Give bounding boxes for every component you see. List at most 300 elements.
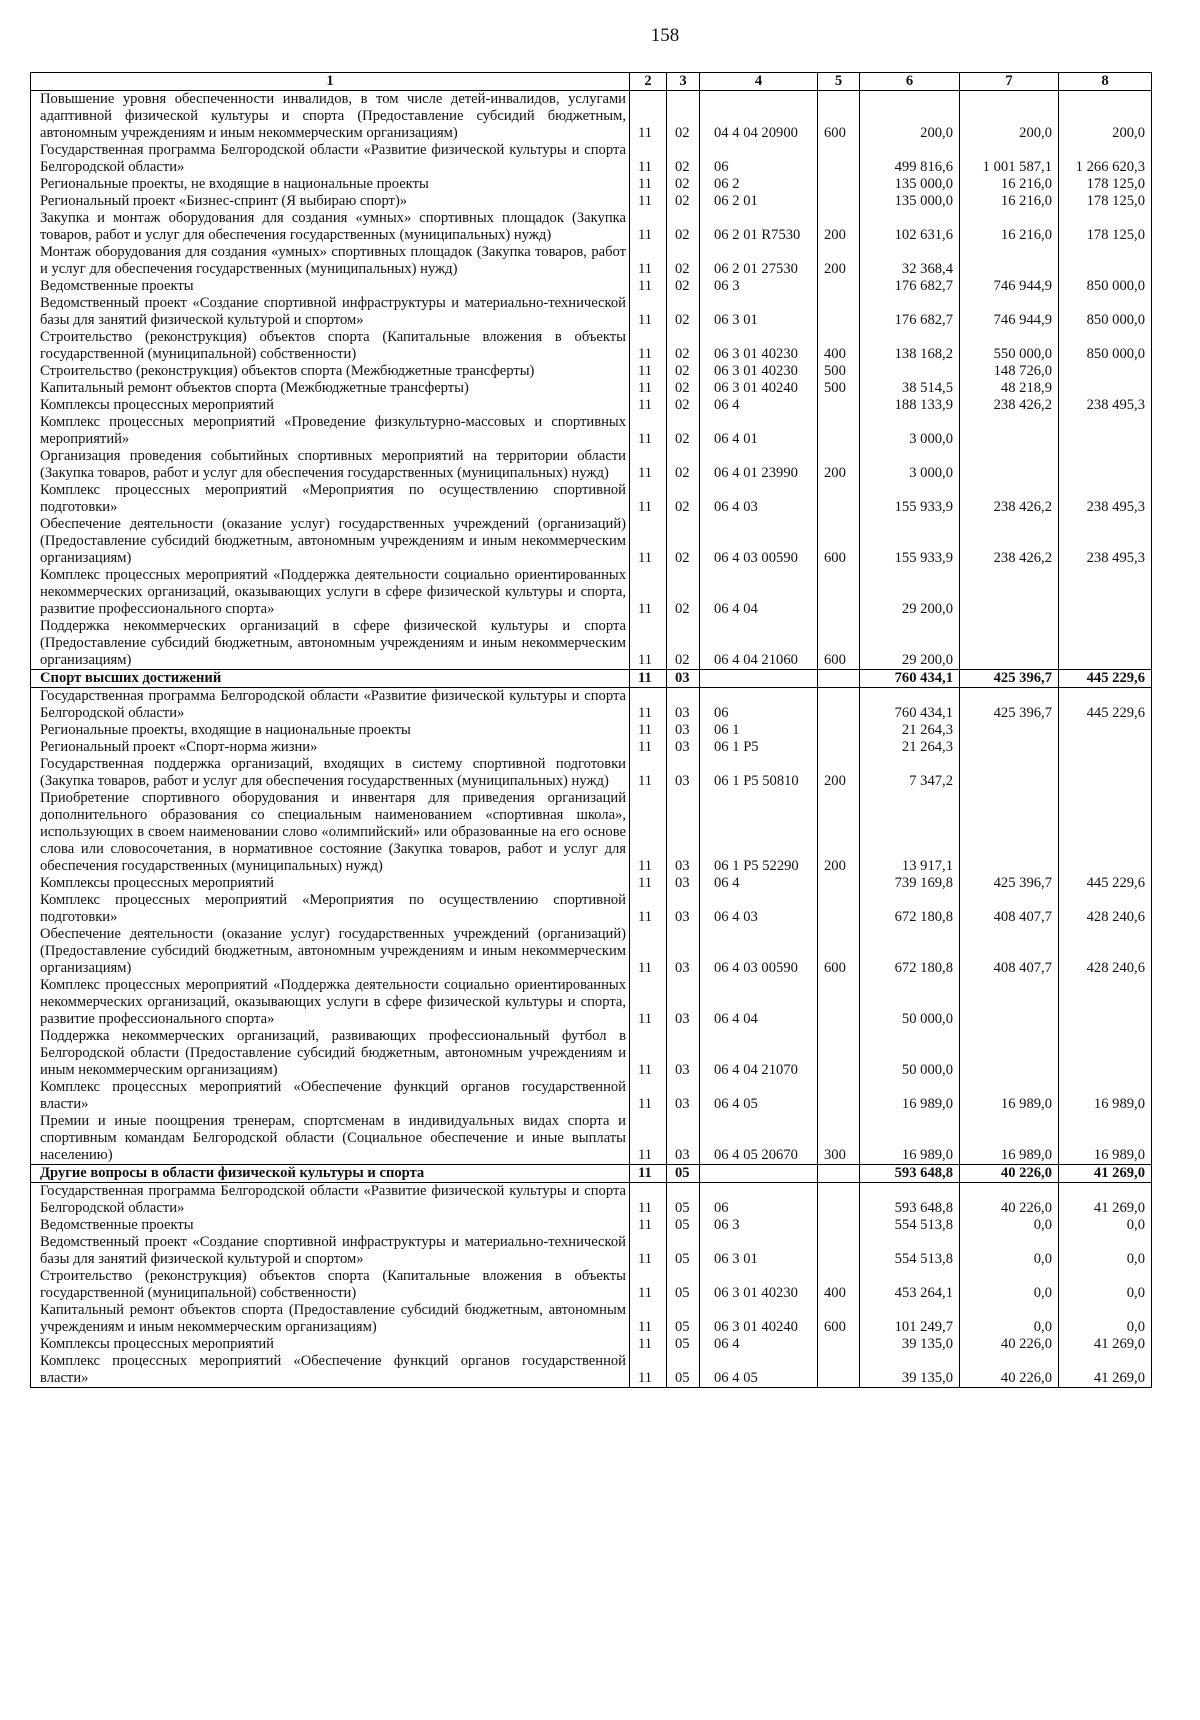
amount-col6-cell: 554 513,8 xyxy=(860,1217,960,1234)
subsection-code-cell: 03 xyxy=(667,926,700,977)
amount-col8-cell: 41 269,0 xyxy=(1059,1336,1152,1353)
row-name-cell: Комплекс процессных мероприятий «Обеспечение функций органов государственной власти» xyxy=(31,1353,630,1388)
expense-type-cell xyxy=(818,193,860,210)
subsection-code-cell: 03 xyxy=(667,892,700,926)
row-name-cell: Премии и иные поощрения тренерам, спортсменам в индивидуальных видах спорта и спортивным командам Белгородской области (Социальное обеспечение и иные выплаты населению) xyxy=(31,1113,630,1165)
section-code-cell: 11 xyxy=(630,397,667,414)
expense-type-cell: 400 xyxy=(818,329,860,363)
section-code-cell: 11 xyxy=(630,176,667,193)
amount-col8-cell xyxy=(1059,380,1152,397)
target-article-cell: 06 xyxy=(700,688,818,723)
table-row xyxy=(31,567,1152,618)
amount-col6-cell: 453 264,1 xyxy=(860,1268,960,1302)
section-code-cell: 11 xyxy=(630,1234,667,1268)
target-article-cell: 06 1 P5 50810 xyxy=(700,756,818,790)
row-name-cell: Региональный проект «Спорт-норма жизни» xyxy=(31,739,630,756)
amount-col6-cell: 101 249,7 xyxy=(860,1302,960,1336)
subsection-code-cell: 05 xyxy=(667,1183,700,1218)
column-header: 2 xyxy=(630,73,667,91)
amount-col6-cell: 32 368,4 xyxy=(860,244,960,278)
amount-col8-cell: 238 495,3 xyxy=(1059,397,1152,414)
expense-type-cell xyxy=(818,670,860,688)
table-row xyxy=(31,278,1152,295)
subsection-code-cell: 05 xyxy=(667,1268,700,1302)
amount-col8-cell: 428 240,6 xyxy=(1059,892,1152,926)
amount-col6-cell: 102 631,6 xyxy=(860,210,960,244)
section-code-cell: 11 xyxy=(630,1028,667,1079)
amount-col6-cell: 21 264,3 xyxy=(860,739,960,756)
row-name-cell: Закупка и монтаж оборудования для создания «умных» спортивных площадок (Закупка товаров, работ и услуг для обеспечения государственных (муниципальных) нужд) xyxy=(31,210,630,244)
row-name-cell: Обеспечение деятельности (оказание услуг) государственных учреждений (организаций) (Предоставление субсидий бюджетным, автономным учреждениям и иным некоммерческим организациям) xyxy=(31,926,630,977)
subsection-code-cell: 02 xyxy=(667,516,700,567)
section-code-cell: 11 xyxy=(630,977,667,1028)
section-code-cell: 11 xyxy=(630,790,667,875)
section-code-cell: 11 xyxy=(630,1336,667,1353)
amount-col6-cell: 138 168,2 xyxy=(860,329,960,363)
amount-col6-cell: 39 135,0 xyxy=(860,1353,960,1388)
amount-col8-cell xyxy=(1059,790,1152,875)
expense-type-cell: 300 xyxy=(818,1113,860,1165)
expense-type-cell xyxy=(818,1183,860,1218)
row-name-cell: Повышение уровня обеспеченности инвалидов, в том числе детей-инвалидов, услугами адаптивной физической культуры и спорта (Предоставление субсидий бюджетным, автономным учреждениям и иным некоммерческим организациям) xyxy=(31,91,630,143)
amount-col7-cell xyxy=(960,414,1059,448)
target-article-cell: 06 4 xyxy=(700,397,818,414)
section-code-cell: 11 xyxy=(630,722,667,739)
expense-type-cell: 600 xyxy=(818,618,860,670)
target-article-cell: 06 3 01 40240 xyxy=(700,380,818,397)
subsection-code-cell: 02 xyxy=(667,210,700,244)
subsection-code-cell: 02 xyxy=(667,414,700,448)
subsection-code-cell: 03 xyxy=(667,977,700,1028)
amount-col7-cell: 425 396,7 xyxy=(960,875,1059,892)
table-row xyxy=(31,91,1152,143)
amount-col8-cell: 0,0 xyxy=(1059,1302,1152,1336)
table-row xyxy=(31,722,1152,739)
amount-col7-cell xyxy=(960,756,1059,790)
amount-col6-cell: 39 135,0 xyxy=(860,1336,960,1353)
table-row xyxy=(31,1079,1152,1113)
expense-type-cell xyxy=(818,142,860,176)
amount-col6-cell: 672 180,8 xyxy=(860,926,960,977)
row-name-cell: Комплексы процессных мероприятий xyxy=(31,1336,630,1353)
expense-type-cell xyxy=(818,567,860,618)
amount-col7-cell: 16 216,0 xyxy=(960,193,1059,210)
amount-col7-cell xyxy=(960,448,1059,482)
amount-col8-cell: 178 125,0 xyxy=(1059,210,1152,244)
amount-col7-cell: 16 989,0 xyxy=(960,1113,1059,1165)
amount-col7-cell: 408 407,7 xyxy=(960,892,1059,926)
target-article-cell: 06 4 01 23990 xyxy=(700,448,818,482)
subsection-code-cell: 02 xyxy=(667,397,700,414)
subsection-code-cell: 05 xyxy=(667,1165,700,1183)
amount-col7-cell: 1 001 587,1 xyxy=(960,142,1059,176)
subsection-code-cell: 02 xyxy=(667,329,700,363)
expense-type-cell xyxy=(818,1079,860,1113)
section-code-cell: 11 xyxy=(630,567,667,618)
table-row xyxy=(31,790,1152,875)
amount-col6-cell: 21 264,3 xyxy=(860,722,960,739)
row-name-cell: Организация проведения событийных спортивных мероприятий на территории области (Закупка товаров, работ и услуг для обеспечения государственных (муниципальных) нужд) xyxy=(31,448,630,482)
expense-type-cell: 500 xyxy=(818,363,860,380)
amount-col7-cell: 746 944,9 xyxy=(960,278,1059,295)
amount-col7-cell xyxy=(960,1028,1059,1079)
amount-col8-cell: 445 229,6 xyxy=(1059,875,1152,892)
amount-col7-cell: 425 396,7 xyxy=(960,670,1059,688)
amount-col7-cell xyxy=(960,244,1059,278)
amount-col6-cell: 135 000,0 xyxy=(860,193,960,210)
row-name-cell: Комплексы процессных мероприятий xyxy=(31,875,630,892)
row-name-cell: Комплекс процессных мероприятий «Мероприятия по осуществлению спортивной подготовки» xyxy=(31,482,630,516)
amount-col7-cell: 0,0 xyxy=(960,1217,1059,1234)
row-name-cell: Комплекс процессных мероприятий «Мероприятия по осуществлению спортивной подготовки» xyxy=(31,892,630,926)
section-code-cell: 11 xyxy=(630,926,667,977)
amount-col8-cell xyxy=(1059,414,1152,448)
expense-type-cell xyxy=(818,414,860,448)
amount-col7-cell: 408 407,7 xyxy=(960,926,1059,977)
row-name-cell: Поддержка некоммерческих организаций, развивающих профессиональный футбол в Белгородской области (Предоставление субсидий бюджетным, автономным учреждениям и иным некоммерческим организациям) xyxy=(31,1028,630,1079)
subsection-code-cell: 03 xyxy=(667,790,700,875)
section-code-cell: 11 xyxy=(630,295,667,329)
section-code-cell: 11 xyxy=(630,1165,667,1183)
amount-col7-cell xyxy=(960,722,1059,739)
amount-col6-cell: 739 169,8 xyxy=(860,875,960,892)
amount-col7-cell: 238 426,2 xyxy=(960,482,1059,516)
amount-col7-cell: 16 216,0 xyxy=(960,176,1059,193)
subsection-code-cell: 02 xyxy=(667,567,700,618)
row-name-cell: Другие вопросы в области физической культуры и спорта xyxy=(31,1165,630,1183)
amount-col8-cell: 178 125,0 xyxy=(1059,193,1152,210)
expense-type-cell xyxy=(818,875,860,892)
target-article-cell: 06 4 05 xyxy=(700,1353,818,1388)
target-article-cell: 06 4 03 00590 xyxy=(700,516,818,567)
target-article-cell: 06 4 04 xyxy=(700,567,818,618)
section-code-cell: 11 xyxy=(630,210,667,244)
amount-col6-cell: 176 682,7 xyxy=(860,278,960,295)
section-code-cell: 11 xyxy=(630,363,667,380)
row-name-cell: Государственная программа Белгородской области «Развитие физической культуры и спорта Белгородской области» xyxy=(31,1183,630,1218)
subsection-code-cell: 02 xyxy=(667,448,700,482)
table-row xyxy=(31,516,1152,567)
target-article-cell: 06 1 P5 52290 xyxy=(700,790,818,875)
target-article-cell: 06 4 01 xyxy=(700,414,818,448)
table-row xyxy=(31,482,1152,516)
row-name-cell: Поддержка некоммерческих организаций в сфере физической культуры и спорта (Предоставление субсидий бюджетным, автономным учреждениям и иным некоммерческим организациям) xyxy=(31,618,630,670)
expense-type-cell: 200 xyxy=(818,210,860,244)
expense-type-cell xyxy=(818,688,860,723)
amount-col8-cell xyxy=(1059,722,1152,739)
expense-type-cell: 200 xyxy=(818,790,860,875)
expense-type-cell: 600 xyxy=(818,1302,860,1336)
row-name-cell: Спорт высших достижений xyxy=(31,670,630,688)
section-code-cell: 11 xyxy=(630,244,667,278)
section-code-cell: 11 xyxy=(630,892,667,926)
section-code-cell: 11 xyxy=(630,482,667,516)
target-article-cell: 06 4 xyxy=(700,1336,818,1353)
subsection-code-cell: 03 xyxy=(667,670,700,688)
section-code-cell: 11 xyxy=(630,329,667,363)
amount-col7-cell: 40 226,0 xyxy=(960,1336,1059,1353)
section-code-cell: 11 xyxy=(630,1079,667,1113)
expense-type-cell xyxy=(818,1165,860,1183)
table-row xyxy=(31,875,1152,892)
subsection-code-cell: 02 xyxy=(667,618,700,670)
amount-col8-cell: 850 000,0 xyxy=(1059,278,1152,295)
target-article-cell xyxy=(700,1165,818,1183)
table-row xyxy=(31,176,1152,193)
expense-type-cell: 600 xyxy=(818,516,860,567)
expense-type-cell: 600 xyxy=(818,91,860,143)
amount-col6-cell: 593 648,8 xyxy=(860,1165,960,1183)
target-article-cell: 06 4 03 xyxy=(700,482,818,516)
target-article-cell: 04 4 04 20900 xyxy=(700,91,818,143)
table-row xyxy=(31,1336,1152,1353)
amount-col8-cell xyxy=(1059,567,1152,618)
amount-col7-cell: 550 000,0 xyxy=(960,329,1059,363)
amount-col8-cell: 1 266 620,3 xyxy=(1059,142,1152,176)
amount-col8-cell: 445 229,6 xyxy=(1059,670,1152,688)
row-name-cell: Региональные проекты, не входящие в национальные проекты xyxy=(31,176,630,193)
amount-col7-cell: 16 989,0 xyxy=(960,1079,1059,1113)
table-row xyxy=(31,1353,1152,1388)
section-row xyxy=(31,1165,1152,1183)
expense-type-cell xyxy=(818,278,860,295)
amount-col6-cell: 29 200,0 xyxy=(860,567,960,618)
subsection-code-cell: 02 xyxy=(667,295,700,329)
amount-col7-cell: 200,0 xyxy=(960,91,1059,143)
column-header: 7 xyxy=(960,73,1059,91)
amount-col8-cell xyxy=(1059,363,1152,380)
amount-col7-cell: 40 226,0 xyxy=(960,1183,1059,1218)
row-name-cell: Комплекс процессных мероприятий «Проведение физкультурно-массовых и спортивных мероприятий» xyxy=(31,414,630,448)
subsection-code-cell: 02 xyxy=(667,278,700,295)
amount-col7-cell: 40 226,0 xyxy=(960,1353,1059,1388)
amount-col8-cell: 445 229,6 xyxy=(1059,688,1152,723)
header-row xyxy=(31,73,1152,91)
expense-type-cell xyxy=(818,739,860,756)
table-body xyxy=(31,73,1152,1388)
target-article-cell: 06 3 01 40230 xyxy=(700,1268,818,1302)
subsection-code-cell: 02 xyxy=(667,363,700,380)
subsection-code-cell: 03 xyxy=(667,756,700,790)
subsection-code-cell: 05 xyxy=(667,1336,700,1353)
column-header: 8 xyxy=(1059,73,1152,91)
table-row xyxy=(31,244,1152,278)
table-row xyxy=(31,688,1152,723)
row-name-cell: Обеспечение деятельности (оказание услуг) государственных учреждений (организаций) (Предоставление субсидий бюджетным, автономным учреждениям и иным некоммерческим организациям) xyxy=(31,516,630,567)
subsection-code-cell: 03 xyxy=(667,722,700,739)
amount-col6-cell: 16 989,0 xyxy=(860,1079,960,1113)
amount-col7-cell xyxy=(960,618,1059,670)
target-article-cell: 06 3 01 xyxy=(700,1234,818,1268)
table-row xyxy=(31,397,1152,414)
section-code-cell: 11 xyxy=(630,414,667,448)
section-code-cell: 11 xyxy=(630,448,667,482)
amount-col6-cell: 3 000,0 xyxy=(860,448,960,482)
target-article-cell: 06 4 03 xyxy=(700,892,818,926)
table-row xyxy=(31,618,1152,670)
subsection-code-cell: 05 xyxy=(667,1234,700,1268)
table-row xyxy=(31,295,1152,329)
table-row xyxy=(31,892,1152,926)
amount-col7-cell xyxy=(960,567,1059,618)
amount-col7-cell xyxy=(960,977,1059,1028)
subsection-code-cell: 03 xyxy=(667,688,700,723)
amount-col6-cell: 176 682,7 xyxy=(860,295,960,329)
section-code-cell: 11 xyxy=(630,142,667,176)
amount-col8-cell: 850 000,0 xyxy=(1059,295,1152,329)
amount-col8-cell xyxy=(1059,1028,1152,1079)
target-article-cell: 06 2 xyxy=(700,176,818,193)
amount-col8-cell: 0,0 xyxy=(1059,1268,1152,1302)
target-article-cell: 06 4 05 20670 xyxy=(700,1113,818,1165)
amount-col6-cell: 13 917,1 xyxy=(860,790,960,875)
subsection-code-cell: 03 xyxy=(667,1079,700,1113)
table-row xyxy=(31,926,1152,977)
amount-col7-cell xyxy=(960,739,1059,756)
section-code-cell: 11 xyxy=(630,739,667,756)
amount-col8-cell xyxy=(1059,244,1152,278)
subsection-code-cell: 02 xyxy=(667,176,700,193)
table-row xyxy=(31,193,1152,210)
amount-col7-cell: 0,0 xyxy=(960,1302,1059,1336)
subsection-code-cell: 05 xyxy=(667,1353,700,1388)
row-name-cell: Приобретение спортивного оборудования и инвентаря для приведения организаций дополнительного образования со специальным наименованием «спортивная школа», использующих в своем наименовании слово «олимпийский» или образованные на его основе слова или словосочетания, в нормативное состояние (Закупка товаров, работ и услуг для обеспечения государственных (муниципальных) нужд) xyxy=(31,790,630,875)
section-code-cell: 11 xyxy=(630,91,667,143)
amount-col7-cell: 425 396,7 xyxy=(960,688,1059,723)
target-article-cell: 06 3 xyxy=(700,278,818,295)
table-row xyxy=(31,739,1152,756)
target-article-cell: 06 3 01 40230 xyxy=(700,363,818,380)
amount-col8-cell: 850 000,0 xyxy=(1059,329,1152,363)
amount-col8-cell: 200,0 xyxy=(1059,91,1152,143)
expense-type-cell xyxy=(818,977,860,1028)
amount-col6-cell: 155 933,9 xyxy=(860,482,960,516)
expense-type-cell xyxy=(818,397,860,414)
expense-type-cell xyxy=(818,1217,860,1234)
table-row xyxy=(31,1183,1152,1218)
amount-col6-cell: 554 513,8 xyxy=(860,1234,960,1268)
column-header: 4 xyxy=(700,73,818,91)
amount-col8-cell: 0,0 xyxy=(1059,1217,1152,1234)
subsection-code-cell: 03 xyxy=(667,739,700,756)
amount-col8-cell: 41 269,0 xyxy=(1059,1353,1152,1388)
subsection-code-cell: 02 xyxy=(667,482,700,516)
section-row xyxy=(31,670,1152,688)
column-header: 6 xyxy=(860,73,960,91)
amount-col7-cell: 238 426,2 xyxy=(960,516,1059,567)
target-article-cell: 06 4 05 xyxy=(700,1079,818,1113)
amount-col8-cell: 178 125,0 xyxy=(1059,176,1152,193)
target-article-cell xyxy=(700,670,818,688)
amount-col6-cell: 3 000,0 xyxy=(860,414,960,448)
target-article-cell: 06 1 P5 xyxy=(700,739,818,756)
row-name-cell: Строительство (реконструкция) объектов спорта (Капитальные вложения в объекты государственной (муниципальной) собственности) xyxy=(31,1268,630,1302)
amount-col6-cell: 50 000,0 xyxy=(860,977,960,1028)
table-row xyxy=(31,756,1152,790)
expense-type-cell xyxy=(818,482,860,516)
section-code-cell: 11 xyxy=(630,193,667,210)
amount-col6-cell: 499 816,6 xyxy=(860,142,960,176)
amount-col6-cell: 200,0 xyxy=(860,91,960,143)
amount-col6-cell: 672 180,8 xyxy=(860,892,960,926)
subsection-code-cell: 02 xyxy=(667,244,700,278)
column-header: 3 xyxy=(667,73,700,91)
section-code-cell: 11 xyxy=(630,618,667,670)
table-row xyxy=(31,977,1152,1028)
row-name-cell: Региональный проект «Бизнес-спринт (Я выбираю спорт)» xyxy=(31,193,630,210)
target-article-cell: 06 2 01 xyxy=(700,193,818,210)
amount-col7-cell: 48 218,9 xyxy=(960,380,1059,397)
target-article-cell: 06 1 xyxy=(700,722,818,739)
row-name-cell: Ведомственный проект «Создание спортивной инфраструктуры и материально-технической базы для занятий физической культурой и спортом» xyxy=(31,1234,630,1268)
amount-col7-cell: 0,0 xyxy=(960,1268,1059,1302)
amount-col6-cell: 155 933,9 xyxy=(860,516,960,567)
row-name-cell: Ведомственный проект «Создание спортивной инфраструктуры и материально-технической базы для занятий физической культурой и спортом» xyxy=(31,295,630,329)
row-name-cell: Капитальный ремонт объектов спорта (Предоставление субсидий бюджетным, автономным учреждениям и иным некоммерческим организациям) xyxy=(31,1302,630,1336)
amount-col7-cell: 148 726,0 xyxy=(960,363,1059,380)
amount-col8-cell xyxy=(1059,756,1152,790)
amount-col6-cell: 7 347,2 xyxy=(860,756,960,790)
amount-col6-cell: 16 989,0 xyxy=(860,1113,960,1165)
expense-type-cell xyxy=(818,1353,860,1388)
amount-col6-cell: 760 434,1 xyxy=(860,670,960,688)
target-article-cell: 06 4 04 21070 xyxy=(700,1028,818,1079)
table-row xyxy=(31,1217,1152,1234)
amount-col8-cell: 238 495,3 xyxy=(1059,482,1152,516)
subsection-code-cell: 03 xyxy=(667,1113,700,1165)
amount-col8-cell xyxy=(1059,618,1152,670)
row-name-cell: Строительство (реконструкция) объектов спорта (Капитальные вложения в объекты государственной (муниципальной) собственности) xyxy=(31,329,630,363)
amount-col6-cell xyxy=(860,363,960,380)
amount-col8-cell: 238 495,3 xyxy=(1059,516,1152,567)
table-row xyxy=(31,1113,1152,1165)
row-name-cell: Ведомственные проекты xyxy=(31,278,630,295)
amount-col8-cell: 16 989,0 xyxy=(1059,1079,1152,1113)
section-code-cell: 11 xyxy=(630,875,667,892)
target-article-cell: 06 4 04 21060 xyxy=(700,618,818,670)
expense-type-cell xyxy=(818,295,860,329)
subsection-code-cell: 02 xyxy=(667,193,700,210)
expense-type-cell xyxy=(818,1336,860,1353)
expense-type-cell xyxy=(818,1028,860,1079)
row-name-cell: Строительство (реконструкция) объектов спорта (Межбюджетные трансферты) xyxy=(31,363,630,380)
row-name-cell: Комплекс процессных мероприятий «Обеспечение функций органов государственной власти» xyxy=(31,1079,630,1113)
section-code-cell: 11 xyxy=(630,1353,667,1388)
table-row xyxy=(31,1234,1152,1268)
amount-col7-cell xyxy=(960,790,1059,875)
section-code-cell: 11 xyxy=(630,1302,667,1336)
target-article-cell: 06 2 01 27530 xyxy=(700,244,818,278)
table-row xyxy=(31,448,1152,482)
amount-col7-cell: 0,0 xyxy=(960,1234,1059,1268)
column-header: 5 xyxy=(818,73,860,91)
amount-col6-cell: 50 000,0 xyxy=(860,1028,960,1079)
section-code-cell: 11 xyxy=(630,1268,667,1302)
target-article-cell: 06 2 01 R7530 xyxy=(700,210,818,244)
row-name-cell: Государственная программа Белгородской области «Развитие физической культуры и спорта Белгородской области» xyxy=(31,142,630,176)
subsection-code-cell: 02 xyxy=(667,91,700,143)
row-name-cell: Капитальный ремонт объектов спорта (Межбюджетные трансферты) xyxy=(31,380,630,397)
row-name-cell: Монтаж оборудования для создания «умных» спортивных площадок (Закупка товаров, работ и услуг для обеспечения государственных (муниципальных) нужд) xyxy=(31,244,630,278)
page-number: 158 xyxy=(650,25,680,46)
amount-col8-cell xyxy=(1059,977,1152,1028)
row-name-cell: Региональные проекты, входящие в национальные проекты xyxy=(31,722,630,739)
expense-type-cell: 500 xyxy=(818,380,860,397)
expense-type-cell: 200 xyxy=(818,448,860,482)
subsection-code-cell: 03 xyxy=(667,875,700,892)
expense-type-cell: 200 xyxy=(818,756,860,790)
subsection-code-cell: 05 xyxy=(667,1217,700,1234)
